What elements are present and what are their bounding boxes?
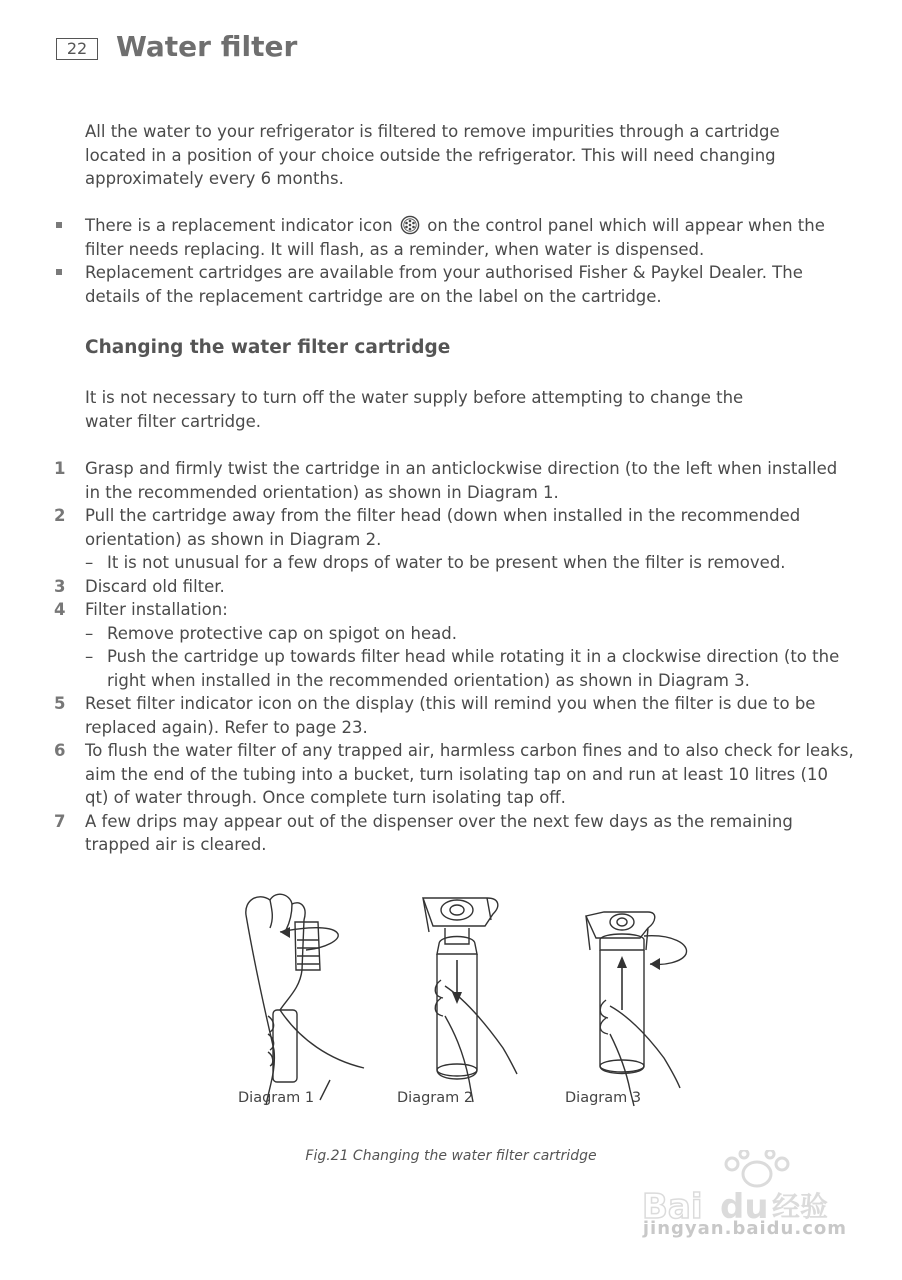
diagram-1-label: Diagram 1 — [238, 1090, 315, 1106]
step-number: 1 — [54, 459, 66, 478]
bullet-text-after-icon: on the control panel which will appear when the filter needs replacing. It will flash, as a reminder, when water is dispensed. — [85, 216, 825, 259]
svg-text:du: du — [720, 1187, 769, 1227]
dash-bullet: – — [85, 553, 94, 572]
sub-list — [85, 622, 854, 693]
step-number: 2 — [54, 506, 66, 525]
step-text: Reset filter indicator icon on the display (this will remind you when the filter is due to be replaced again). Refer to page 23. — [85, 694, 816, 737]
sub-item — [85, 622, 854, 646]
page-title: Water filter — [116, 30, 298, 63]
step-text: A few drips may appear out of the dispenser over the next few days as the remaining trapped air is cleared. — [85, 811, 793, 854]
step-text: Discard old filter. — [85, 576, 225, 596]
section-heading: Changing the water filter cartridge — [85, 337, 451, 358]
diagram-2-illustration — [393, 870, 533, 1110]
step-number: 5 — [54, 694, 66, 713]
sub-item — [85, 645, 854, 692]
sub-list — [85, 551, 854, 575]
bullet-list — [54, 214, 854, 308]
bullet-text: Replacement cartridges are available from your authorised Fisher & Paykel Dealer. The details of the replacement cartridge are on the label on the cartridge. — [85, 263, 803, 306]
step-number: 3 — [54, 576, 66, 596]
dash-bullet: – — [85, 623, 94, 643]
steps-list — [54, 457, 854, 857]
step-number: 6 — [54, 741, 66, 760]
step-text: Grasp and firmly twist the cartridge in an anticlockwise direction (to the left when installed in the recommended orientation) as shown in Diagram 1. — [85, 459, 838, 502]
step-item — [54, 575, 854, 599]
diagram-1-illustration — [230, 870, 380, 1110]
svg-text:经验: 经验 — [772, 1190, 829, 1223]
step-number: 7 — [54, 811, 66, 831]
list-item — [54, 214, 854, 261]
sub-item-text: It is not unusual for a few drops of water to be present when the filter is removed. — [107, 553, 786, 572]
dash-bullet: – — [85, 647, 94, 666]
intro-paragraph: All the water to your refrigerator is filtered to remove impurities through a cartridge located in a position of your choice outside the refrigerator. This will need changing approximately every 6 months. — [85, 122, 780, 188]
page-number: 22 — [56, 38, 98, 60]
diagram-3 — [560, 870, 710, 1110]
sub-item-text: Remove protective cap on spigot on head. — [107, 623, 457, 643]
diagram-3-illustration — [560, 870, 710, 1110]
step-text: Filter installation: — [85, 600, 228, 619]
bullet-square-icon — [56, 222, 62, 228]
step-item — [54, 692, 854, 739]
step-item — [54, 457, 854, 504]
step-text: To flush the water filter of any trapped air, harmless carbon fines and to also check for leaks, aim the end of the tubing into a bucket, turn isolating tap on and run at least 10 litres (10 qt) of water through. Once complete turn isolating tap off. — [85, 741, 854, 807]
figure-caption: Fig.21 Changing the water filter cartridge — [305, 1148, 597, 1164]
step-item — [54, 810, 854, 857]
step-number: 4 — [54, 600, 66, 619]
diagram-3-label: Diagram 3 — [565, 1090, 642, 1106]
filter-indicator-icon — [400, 215, 420, 235]
diagram-1 — [230, 870, 380, 1110]
sub-item-text: Push the cartridge up towards filter head while rotating it in a clockwise direction (to the right when installed in the recommended orientation) as shown in Diagram 3. — [107, 647, 840, 690]
step-text: Pull the cartridge away from the filter head (down when installed in the recommended orientation) as shown in Diagram 2. — [85, 506, 801, 549]
watermark-url: jingyan.baidu.com — [642, 1218, 847, 1239]
svg-text:Bai: Bai — [642, 1187, 703, 1227]
diagram-2 — [393, 870, 533, 1110]
bullet-text-before-icon: There is a replacement indicator icon — [85, 216, 393, 235]
list-item — [54, 261, 854, 308]
sub-item — [85, 551, 854, 575]
step-item — [54, 739, 854, 810]
bullet-square-icon — [56, 269, 62, 275]
step-item — [54, 504, 854, 575]
step-item — [54, 598, 854, 692]
section-note: It is not necessary to turn off the water supply before attempting to change the water filter cartridge. — [85, 388, 744, 431]
diagram-2-label: Diagram 2 — [397, 1090, 474, 1106]
